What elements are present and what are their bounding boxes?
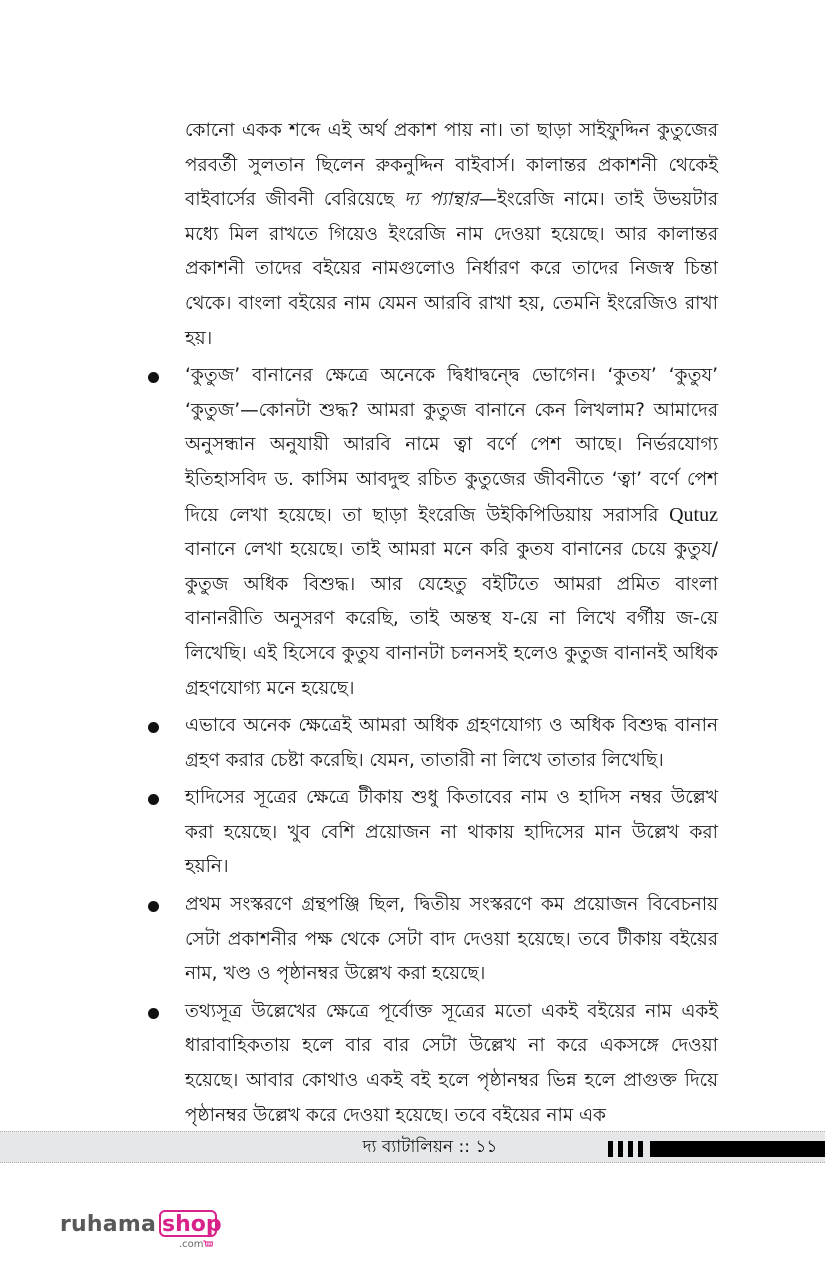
bullet-text: প্রথম সংস্করণে গ্রন্থপঞ্জি ছিল, দ্বিতীয় সংস্করণে কম প্রয়োজন বিবেচনায় সেটা প্রকাশনীর পক্ষ থেকে সেটা বাদ দেওয়া হয়েছে। তবে টীকায় বইয়ের নাম, খণ্ড ও পৃষ্ঠানম্বর উল্লেখ করা হয়েছে। [185,894,718,985]
footer-tick-mark [638,1141,643,1157]
logo-text-shop: shop [162,1212,222,1237]
logo-text-ruhama: ruhama [60,1212,156,1237]
intro-paragraph [185,114,718,356]
bullet-icon [148,722,159,733]
bullet-icon [148,372,159,383]
page-body [185,114,718,1133]
running-title-page-number: দ্য ব্যাটালিয়ন :: ১১ [362,1137,498,1157]
book-title-italic: দ্য প্যান্থার [404,189,479,211]
bullet-text-part: ‘কুতুজ’ বানানের ক্ষেত্রে অনেকে দ্বিধাদ্বন্দ্বে ভোগেন। ‘কুতয’ ‘কুতুয’ ‘কুতুজ’—কোনটা শুদ্ধ? আমরা কুতুজ বানানে কেন লিখলাম? আমাদের অনুসন্ধান অনুযায়ী আরবি নামে ত্বা বর্ণে পেশ আছে। নির্ভরযোগ্য ইতিহাসবিদ ড. কাসিম আবদুহু রচিত কুতুজের জীবনীতে ‘ত্বা’ বর্ণে পেশ দিয়ে লেখা হয়েছে। তা ছাড়া ইংরেজি উইকিপিডিয়ায় সরাসরি [185,365,718,526]
footer-black-bar [650,1141,825,1157]
latin-word: Qutuz [669,503,718,526]
bullet-text: হাদিসের সূত্রের ক্ষেত্রে টীকায় শুধু কিতাবের নাম ও হাদিস নম্বর উল্লেখ করা হয়েছে। খুব বেশি প্রয়োজন না থাকায় হাদিসের মান উল্লেখ করা হয়নি। [185,787,718,878]
bullet-text: এভাবে অনেক ক্ষেত্রেই আমরা অধিক গ্রহণযোগ্য ও অধিক বিশুদ্ধ বানান গ্রহণ করার চেষ্টা করেছি। যেমন, তাতারী না লিখে তাতার লিখেছি। [185,715,718,771]
shopping-cart-icon [203,1240,213,1248]
bullet-icon [148,1008,159,1019]
bullet-text [185,359,718,706]
footer-decoration [608,1141,825,1157]
bullet-item [185,359,718,706]
bullet-icon [148,794,159,805]
intro-text-part: —ইংরেজি নামে। তাই উভয়টার মধ্যে মিল রাখতে গিয়েও ইংরেজি নাম দেওয়া হয়েছে। আর কালান্তর প্রকাশনী তাদের বইয়ের নামগুলোও নির্ধারণ করে তাদের নিজস্ব চিন্তা থেকে। বাংলা বইয়ের নাম যেমন আরবি রাখা হয়, তেমনি ইংরেজিও রাখা হয়। [185,189,719,349]
footer-tick-mark [608,1141,613,1157]
footer-tick-mark [628,1141,633,1157]
footer-tick-mark [618,1141,623,1157]
logo-text-domain: .com [179,1239,204,1250]
bullet-item [185,888,718,992]
bullet-item [185,995,718,1133]
bullet-icon [148,901,159,912]
bullet-item [185,781,718,885]
bullet-item [185,709,718,778]
bullet-list [185,359,718,1133]
page-footer [0,1131,825,1163]
bullet-text-part: বানানে লেখা হয়েছে। তাই আমরা মনে করি কুতয বানানের চেয়ে কুতুয/কুতুজ অধিক বিশুদ্ধ। আর যেহেতু বইটিতে আমরা প্রমিত বাংলা বানানরীতি অনুসরণ করেছি, তাই অন্তস্থ য-য়ে না লিখে বর্গীয় জ-য়ে লিখেছি। এই হিসেবে কুতুয বানানটা চলনসই হলেও কুতুজ বানানই অধিক গ্রহণযোগ্য মনে হয়েছে। [185,539,718,699]
intro-text-part: কোনো একক শব্দে এই অর্থ প্রকাশ পায় না। তা ছাড়া সাইফুদ্দিন কুতুজের পরবর্তী সুলতান ছিলেন রুকনুদ্দিন বাইবার্স। কালান্তর প্রকাশনী থেকেই বাইবার্সের জীবনী বেরিয়েছে [185,120,718,211]
ruhamashop-logo [60,1212,230,1252]
bullet-text: তথ্যসূত্র উল্লেখের ক্ষেত্রে পূর্বোক্ত সূত্রের মতো একই বইয়ের নাম একই ধারাবাহিকতায় হলে বার বার সেটা উল্লেখ না করে একসঙ্গে দেওয়া হয়েছে। আবার কোথাও একই বই হলে পৃষ্ঠানম্বর ভিন্ন হলে প্রাগুক্ত দিয়ে পৃষ্ঠানম্বর উল্লেখ করে দেওয়া হয়েছে। তবে বইয়ের নাম এক [185,1000,718,1126]
